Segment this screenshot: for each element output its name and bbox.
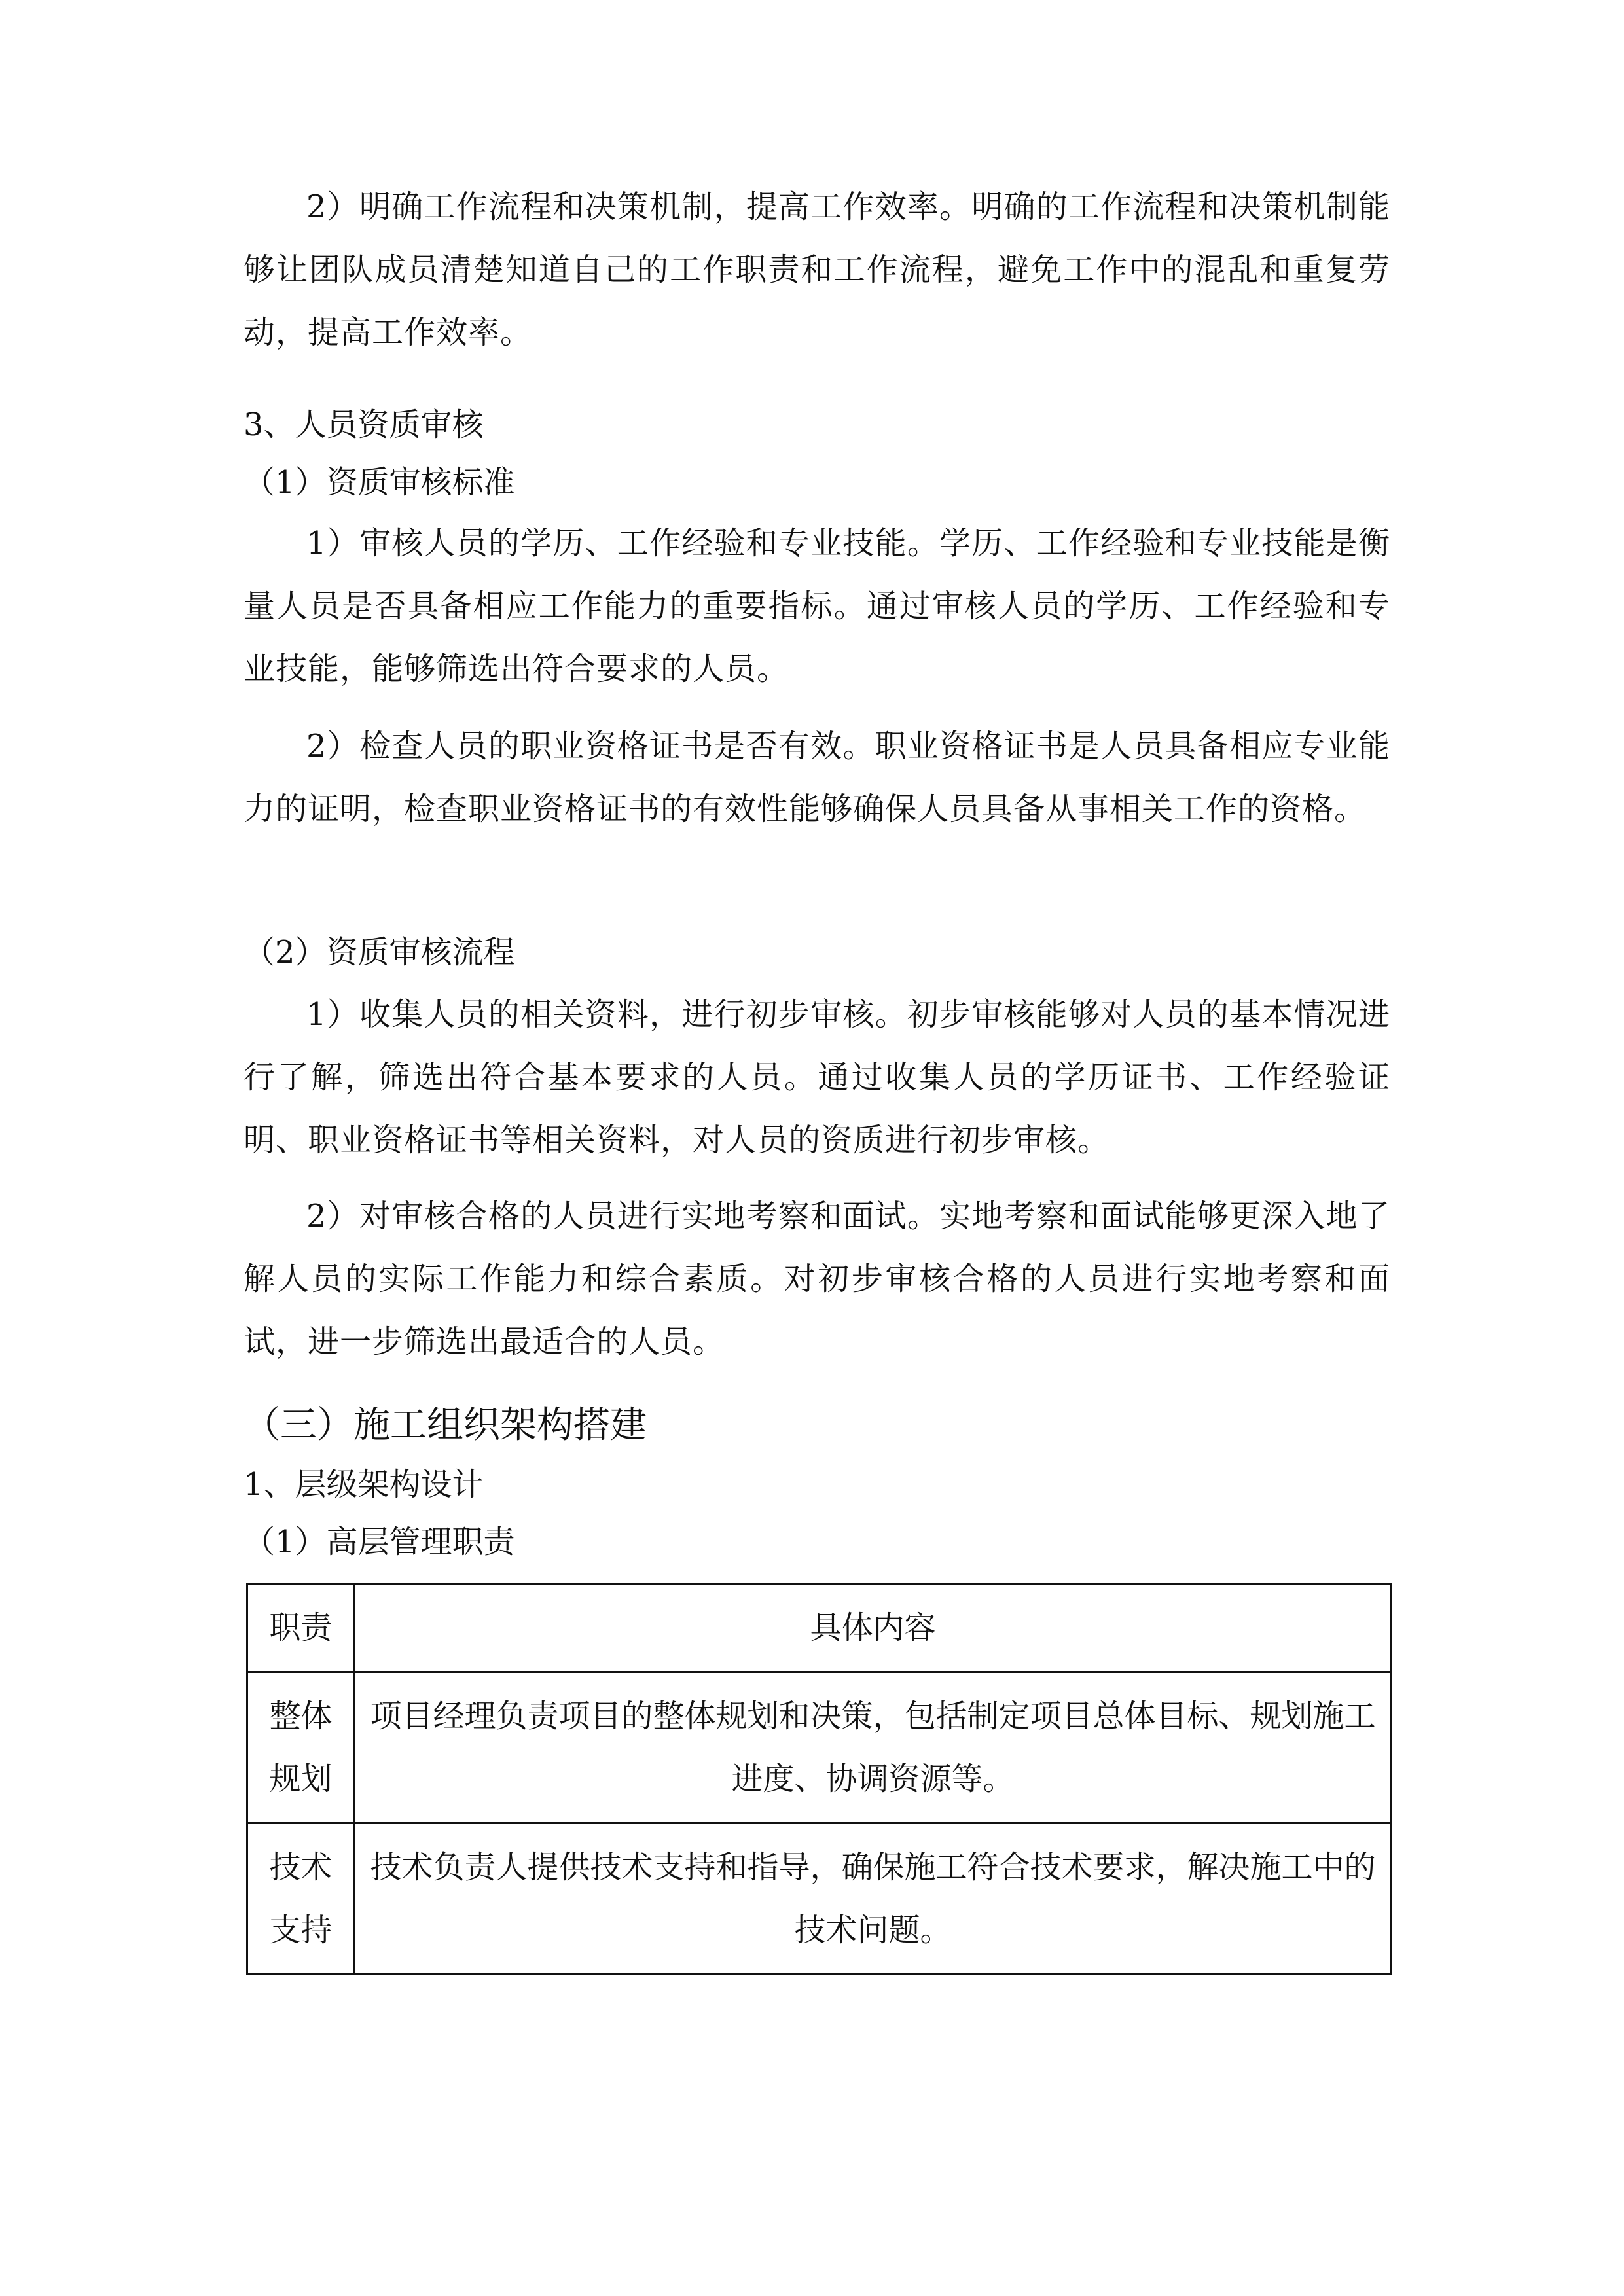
- section-heading-qualification-review: 3、人员资质审核: [244, 406, 484, 443]
- subheading-review-process: （2）资质审核流程: [244, 934, 515, 971]
- subheading-level-structure: 1、层级架构设计: [244, 1466, 484, 1503]
- paragraph-onsite-interview: 2）对审核合格的人员进行实地考察和面试。实地考察和面试能够更深入地了解人员的实际工作能力和综合素质。对初步审核合格的人员进行实地考察和面试，进一步筛选出最适合的人员。: [244, 1198, 1390, 1360]
- header-content: 具体内容: [355, 1584, 1392, 1672]
- table-row: [247, 1672, 1392, 1823]
- role-cell: 技术支持: [247, 1823, 355, 1975]
- paragraph-collect-materials: 1）收集人员的相关资料，进行初步审核。初步审核能够对人员的基本情况进行了解，筛选出符合基本要求的人员。通过收集人员的学历证书、工作经验证明、职业资格证书等相关资料，对人员的资质进行初步审核。: [244, 996, 1390, 1158]
- subheading-review-standard: （1）资质审核标准: [244, 464, 515, 501]
- paragraph-certificate-check: 2）检查人员的职业资格证书是否有效。职业资格证书是人员具备相应专业能力的证明，检查职业资格证书的有效性能够确保人员具备从事相关工作的资格。: [244, 728, 1390, 827]
- paragraph-education-review: 1）审核人员的学历、工作经验和专业技能。学历、工作经验和专业技能是衡量人员是否具备相应工作能力的重要指标。通过审核人员的学历、工作经验和专业技能，能够筛选出符合要求的人员。: [244, 525, 1390, 687]
- header-role: 职责: [247, 1584, 355, 1672]
- role-cell: 整体规划: [247, 1672, 355, 1823]
- section-heading-organization-structure: （三）施工组织架构搭建: [244, 1404, 647, 1446]
- subheading-senior-management: （1）高层管理职责: [244, 1524, 515, 1560]
- duties-table: [246, 1583, 1392, 1975]
- table-header-row: [247, 1584, 1392, 1672]
- content-cell: 项目经理负责项目的整体规划和决策，包括制定项目总体目标、规划施工进度、协调资源等。: [355, 1672, 1392, 1823]
- content-cell: 技术负责人提供技术支持和指导，确保施工符合技术要求，解决施工中的技术问题。: [355, 1823, 1392, 1975]
- table-row: [247, 1823, 1392, 1975]
- paragraph-workflow: 2）明确工作流程和决策机制，提高工作效率。明确的工作流程和决策机制能够让团队成员清楚知道自己的工作职责和工作流程，避免工作中的混乱和重复劳动，提高工作效率。: [244, 188, 1390, 351]
